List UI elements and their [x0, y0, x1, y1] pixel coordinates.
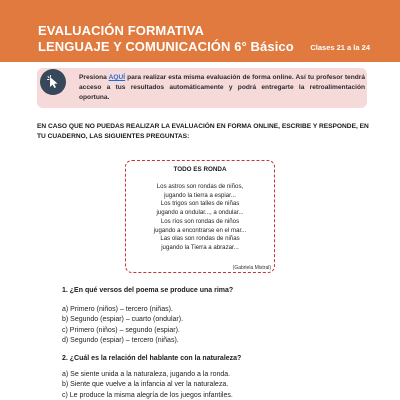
poem-author: (Gabriela Mistral)	[232, 265, 271, 271]
answer-option: b) Siente que vuelve a la infancia al ver la naturaleza.	[62, 381, 229, 389]
instructions-text: EN CASO QUE NO PUEDAS REALIZAR LA EVALUACIÓN EN FORMA ONLINE, ESCRIBE Y RESPONDE, EN TU CUADERNO, LAS SIGUIENTES PREGUNTAS:	[37, 123, 369, 140]
answer-option: a) Se siente unida a la naturaleza, jugando a la ronda.	[62, 371, 231, 378]
page-subtitle: LENGUAJE Y COMUNICACIÓN 6° Básico	[38, 39, 294, 54]
question-2-options	[62, 370, 233, 400]
answer-option: c) Primero (niños) – segundo (espiar).	[62, 326, 180, 334]
poem-line: Las olas son rondas de niñas	[160, 235, 240, 243]
notice-text-before: Presiona	[79, 74, 109, 81]
online-evaluation-link[interactable]: AQUÍ	[108, 74, 126, 81]
online-notice-text	[79, 73, 365, 103]
poem-line: Los astros son rondas de niños,	[156, 183, 244, 190]
poem-line: jugando a encontrarse en el mar...	[153, 226, 247, 234]
answer-option: d) Segundo (espiar) – tercero (niñas).	[62, 336, 179, 344]
question-2-title: 2. ¿Cuál es la relación del hablante con la naturaleza?	[62, 355, 242, 362]
answer-option: c) Le produce la misma alegría de los juegos infantiles.	[62, 391, 233, 399]
poem-line: jugando a ondular..., a ondular...	[156, 209, 244, 217]
poem-line: Los trigos son talles de niñas	[160, 200, 240, 208]
cursor-click-icon[interactable]	[40, 69, 66, 95]
question-1-title: 1. ¿En qué versos del poema se produce una rima?	[62, 287, 234, 294]
classes-label: Clases 21 a la 24	[310, 43, 370, 52]
question-1-options	[62, 305, 183, 346]
poem-line: Los ríos son rondas de niños	[160, 217, 240, 225]
poem-line: jugando la tierra a espiar...	[164, 191, 236, 199]
poem-line: jugando la Tierra a abrazar...	[161, 243, 239, 251]
poem-title: TODO ES RONDA	[173, 166, 227, 173]
answer-option: a) Primero (niños) – tercero (niñas).	[62, 306, 173, 313]
page-title: EVALUACIÓN FORMATIVA	[38, 23, 204, 38]
poem-lines	[125, 183, 275, 253]
answer-option: b) Segundo (espiar) – cuarto (ondular).	[62, 316, 184, 324]
notice-text-after: para realizar esta misma evaluación de forma online. Así tu profesor tendrá acceso a tus resultados automáticamente y podrá entregarte la retroalimentación oportuna.	[79, 74, 365, 101]
